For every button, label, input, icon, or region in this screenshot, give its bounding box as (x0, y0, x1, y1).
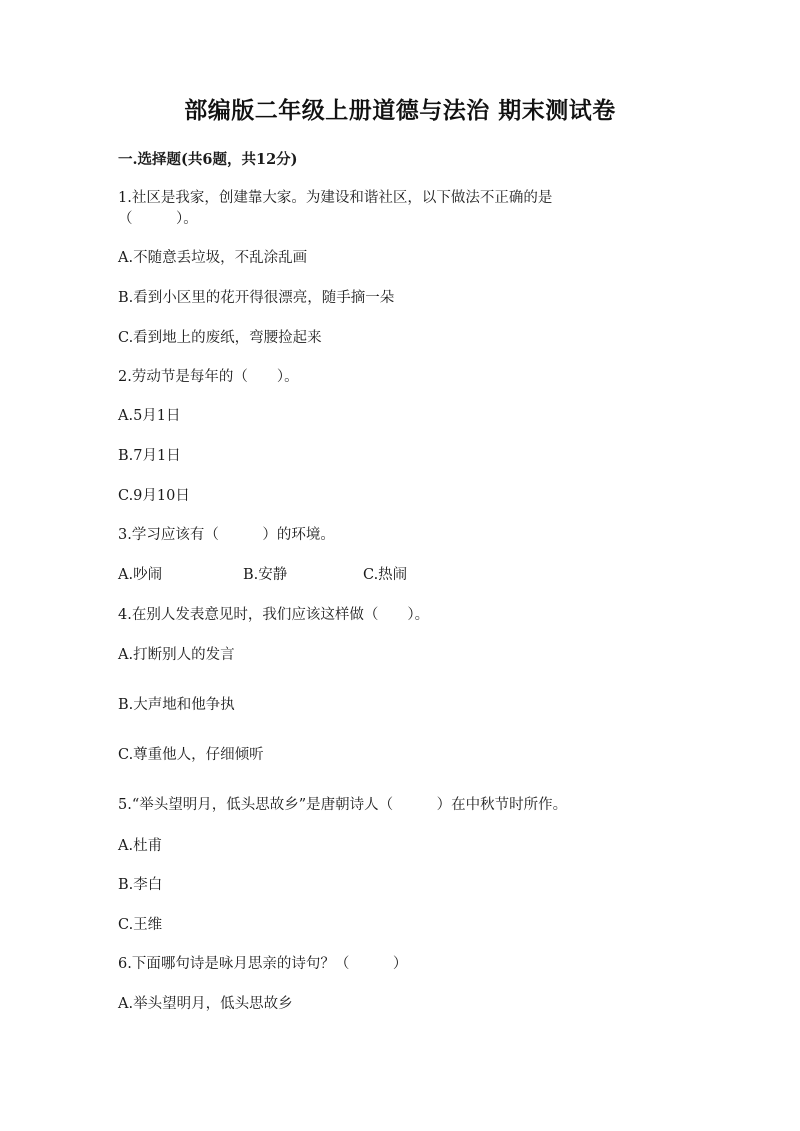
question-5-option-c: C.王维 (118, 917, 163, 933)
section-header: 一.选择题(共6题，共12分) (118, 151, 298, 168)
question-3-option-b: B.安静 (243, 567, 288, 583)
question-5-option-b: B.李白 (118, 877, 163, 893)
question-1-stem: 1.社区是我家，创建靠大家。为建设和谐社区，以下做法不正确的是 (118, 190, 553, 206)
question-1-stem-blank: （ ）。 (118, 211, 198, 227)
question-6-option-a: A.举头望明月，低头思故乡 (118, 996, 293, 1012)
question-6-stem: 6.下面哪句诗是咏月思亲的诗句？（ ） (118, 956, 408, 972)
question-3-option-a: A.吵闹 (118, 567, 163, 583)
question-1-option-a: A.不随意丢垃圾，不乱涂乱画 (118, 250, 308, 266)
question-4-option-b: B.大声地和他争执 (118, 697, 235, 713)
question-4-option-a: A.打断别人的发言 (118, 647, 235, 663)
question-2-option-a: A.5月1日 (118, 408, 181, 424)
question-4-option-c: C.尊重他人，仔细倾听 (118, 747, 264, 763)
question-2-stem: 2.劳动节是每年的（ ）。 (118, 369, 299, 385)
question-1-option-c: C.看到地上的废纸，弯腰捡起来 (118, 330, 322, 346)
question-1-option-b: B.看到小区里的花开得很漂亮，随手摘一朵 (118, 290, 395, 306)
question-4-stem: 4.在别人发表意见时，我们应该这样做（ ）。 (118, 607, 430, 623)
question-2-option-c: C.9月10日 (118, 488, 190, 504)
question-5-option-a: A.杜甫 (118, 838, 163, 854)
page-title: 部编版二年级上册道德与法治 期末测试卷 (184, 97, 616, 124)
question-2-option-b: B.7月1日 (118, 448, 181, 464)
question-3-stem: 3.学习应该有（ ）的环境。 (118, 527, 335, 543)
question-5-stem: 5.“举头望明月，低头思故乡”是唐朝诗人（ ）在中秋节时所作。 (118, 797, 568, 813)
question-3-option-c: C.热闹 (363, 567, 408, 583)
